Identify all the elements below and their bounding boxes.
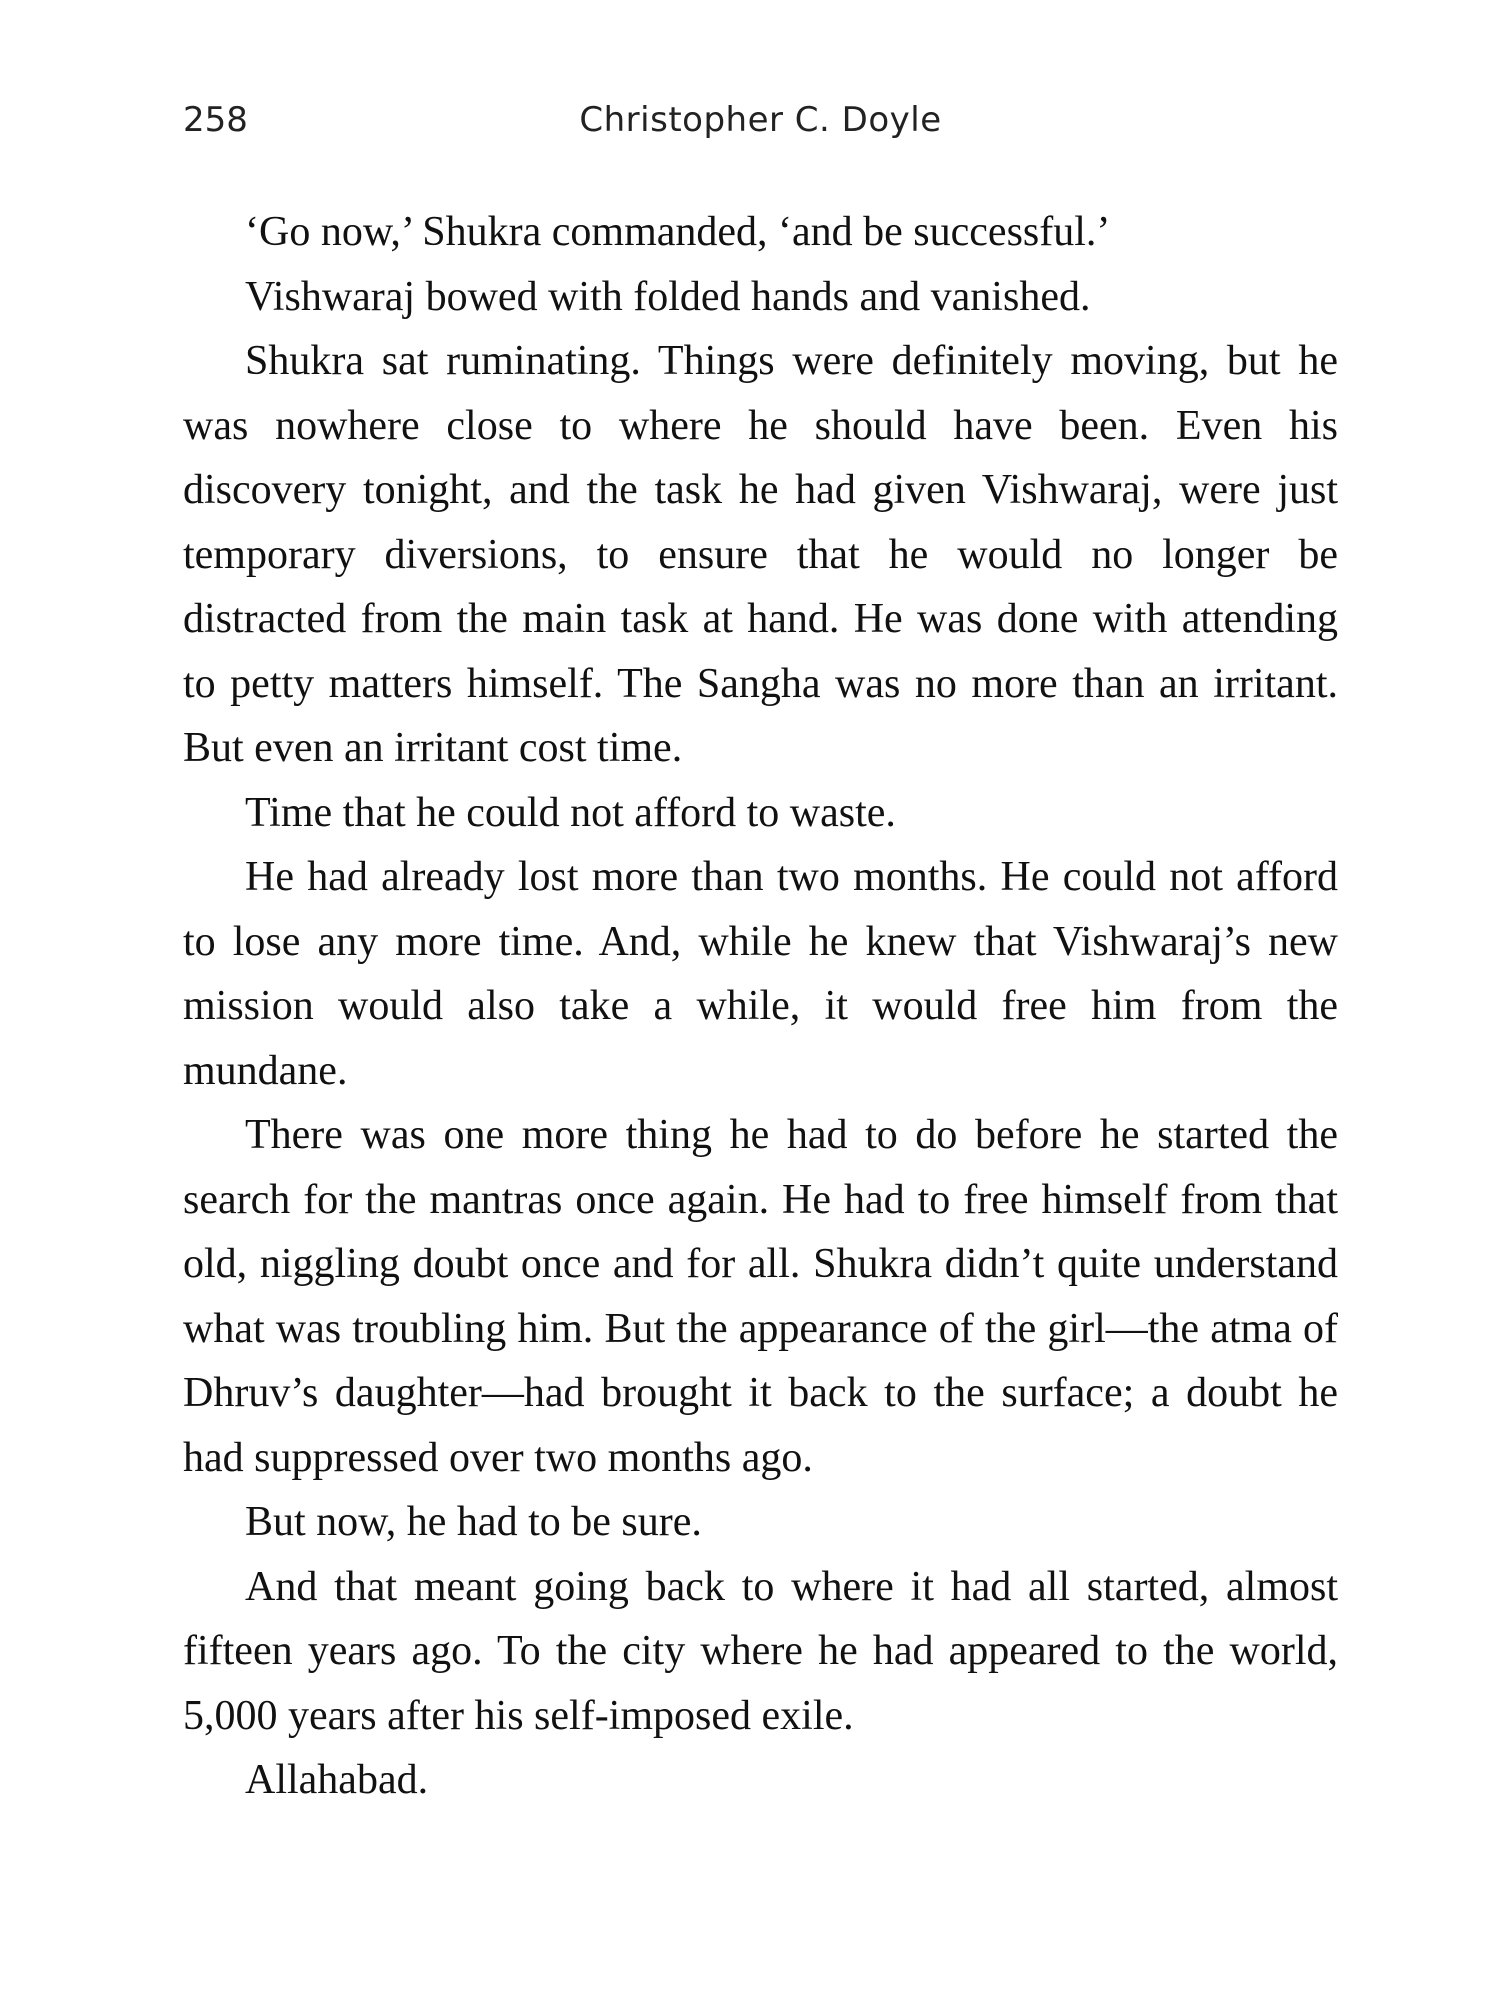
paragraph: Shukra sat ruminating. Things were definitely moving, but he was nowhere close to where he should have been. Even his discovery tonight, and the task he had given Vishwaraj, were just temporary diversions, to ensure that he would no longer be distracted from the main task at hand. He was done with attending to petty matters himself. The Sangha was no more than an irritant. But even an irritant cost time.	[183, 338, 1338, 771]
page-number: 258	[183, 100, 248, 140]
paragraph: Vishwaraj bowed with folded hands and vanished.	[245, 273, 1091, 320]
paragraph: There was one more thing he had to do before he started the search for the mantras once again. He had to free himself from that old, niggling doubt once and for all. Shukra didn’t quite understand what was troubling him. But the appearance of the girl—the atma of Dhruv’s daughter—had brought it back to the surface; a doubt he had suppressed over two months ago.	[183, 1112, 1338, 1481]
body-text	[183, 200, 1338, 1813]
paragraph: ‘Go now,’ Shukra commanded, ‘and be successful.’	[245, 209, 1111, 255]
paragraph: But now, he had to be sure.	[245, 1499, 702, 1545]
paragraph: He had already lost more than two months. He could not afford to lose any more time. And, while he knew that Vishwaraj’s new mission would also take a while, it would free him from the mundane.	[183, 854, 1338, 1094]
running-head-author: Christopher C. Doyle	[579, 100, 942, 140]
paragraph: Time that he could not afford to waste.	[245, 789, 896, 836]
paragraph: And that meant going back to where it had all started, almost fifteen years ago. To the city where he had appeared to the world, 5,000 years after his self-imposed exile.	[183, 1563, 1338, 1739]
paragraph: Allahabad.	[245, 1757, 429, 1803]
page-header	[183, 100, 1338, 160]
